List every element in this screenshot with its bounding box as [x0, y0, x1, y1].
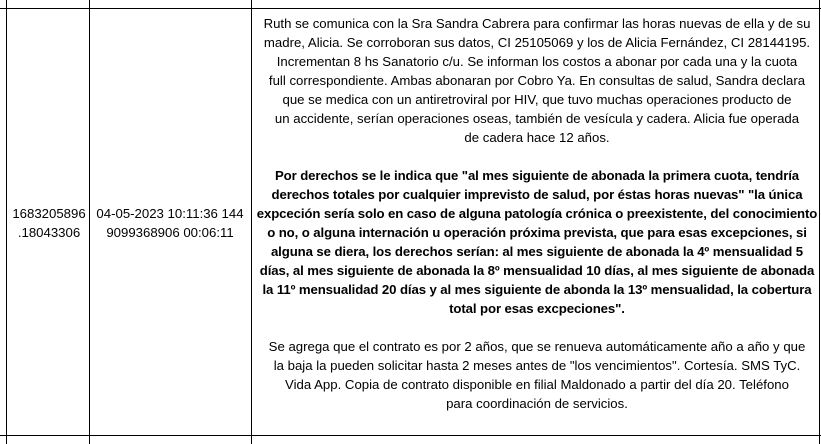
notes-paragraph-3 — [256, 337, 818, 413]
notes-p1-line: de cadera hace 12 años. — [464, 130, 610, 145]
call-id-line-1: 1683205896 — [12, 206, 86, 221]
notes-p2-line: días, al mes siguiente de abonada la 8º mensualidad 10 días, al mes siguiente de abonada — [259, 263, 815, 278]
notes-p3-line: para coordinación de servicios. — [446, 396, 628, 411]
notes-p1-line: que se medica con un antiretroviral por HIV, que tuvo muchas operaciones producto de — [282, 92, 792, 107]
notes-p2-line: expceción sería solo en caso de alguna patología crónica o preexistente, del conocimiento — [256, 206, 818, 221]
grid-line-top — [0, 8, 821, 9]
paragraph-gap — [256, 147, 818, 166]
notes-p1-line: Ruth se comunica con la Sra Sandra Cabrera para confirmar las horas nuevas de ella y de su — [263, 16, 811, 31]
notes-p2-line: Por derechos se le indica que "al mes siguiente de abonada la primera cuota, tendría — [274, 168, 800, 183]
cell-datetime[interactable] — [90, 204, 250, 242]
notes-p1-line: Incrementan 8 hs Sanatorio c/u. Se informan los costos a abonar por cada una y la cuota — [276, 54, 798, 69]
cell-call-notes[interactable] — [256, 14, 818, 413]
notes-p3-line: Vida App. Copia de contrato disponible en filial Maldonado a partir del día 20. Teléfono — [285, 377, 789, 392]
notes-p3-line: la baja la pueden solicitar hasta 2 meses antes de "los vencimientos". Cortesía. SMS TyC. — [273, 358, 801, 373]
call-id-line-2: .18043306 — [17, 225, 81, 240]
grid-line-right — [819, 0, 820, 444]
notes-p3-line: Se agrega que el contrato es por 2 años, que se renueva automáticamente año a año y que — [268, 339, 806, 354]
notes-paragraph-2 — [256, 166, 818, 318]
datetime-line-1: 04-05-2023 10:11:36 144 — [96, 206, 244, 221]
notes-p1-line: madre, Alicia. Se corroboran sus datos, CI 25105069 y los de Alicia Fernández, CI 28144195. — [263, 35, 811, 50]
grid-line-bottom — [0, 435, 821, 436]
notes-p2-line: alguna se diera, los derechos serían: al mes siguiente de abonada la 4º mensualidad 5 — [270, 244, 804, 259]
notes-p2-line: total por esas excpeciones". — [449, 301, 625, 316]
paragraph-gap — [256, 318, 818, 337]
notes-p1-line: full correspondiente. Ambas abonaran por Cobro Ya. En consultas de salud, Sandra declara — [268, 73, 806, 88]
notes-paragraph-1 — [256, 14, 818, 147]
cell-call-id[interactable] — [12, 204, 86, 242]
notes-p2-line: derechos totales por cualquier imprevisto de salud, por éstas horas nuevas" "la única — [271, 187, 803, 202]
datetime-line-2: 9099368906 00:06:11 — [106, 225, 234, 240]
grid-line-left — [6, 0, 7, 444]
grid-line-col2 — [251, 0, 252, 444]
notes-p2-line: o no, o alguna internación u operación próxima prevista, que para esas excepciones, si — [267, 225, 807, 240]
notes-p1-line: un accidente, serían operaciones oseas, también de vesícula y cadera. Alicia fue operada — [274, 111, 800, 126]
notes-p2-line: la 11º mensualidad 20 días y al mes siguiente de abonda la 13º mensualidad, la cobertura — [262, 282, 812, 297]
